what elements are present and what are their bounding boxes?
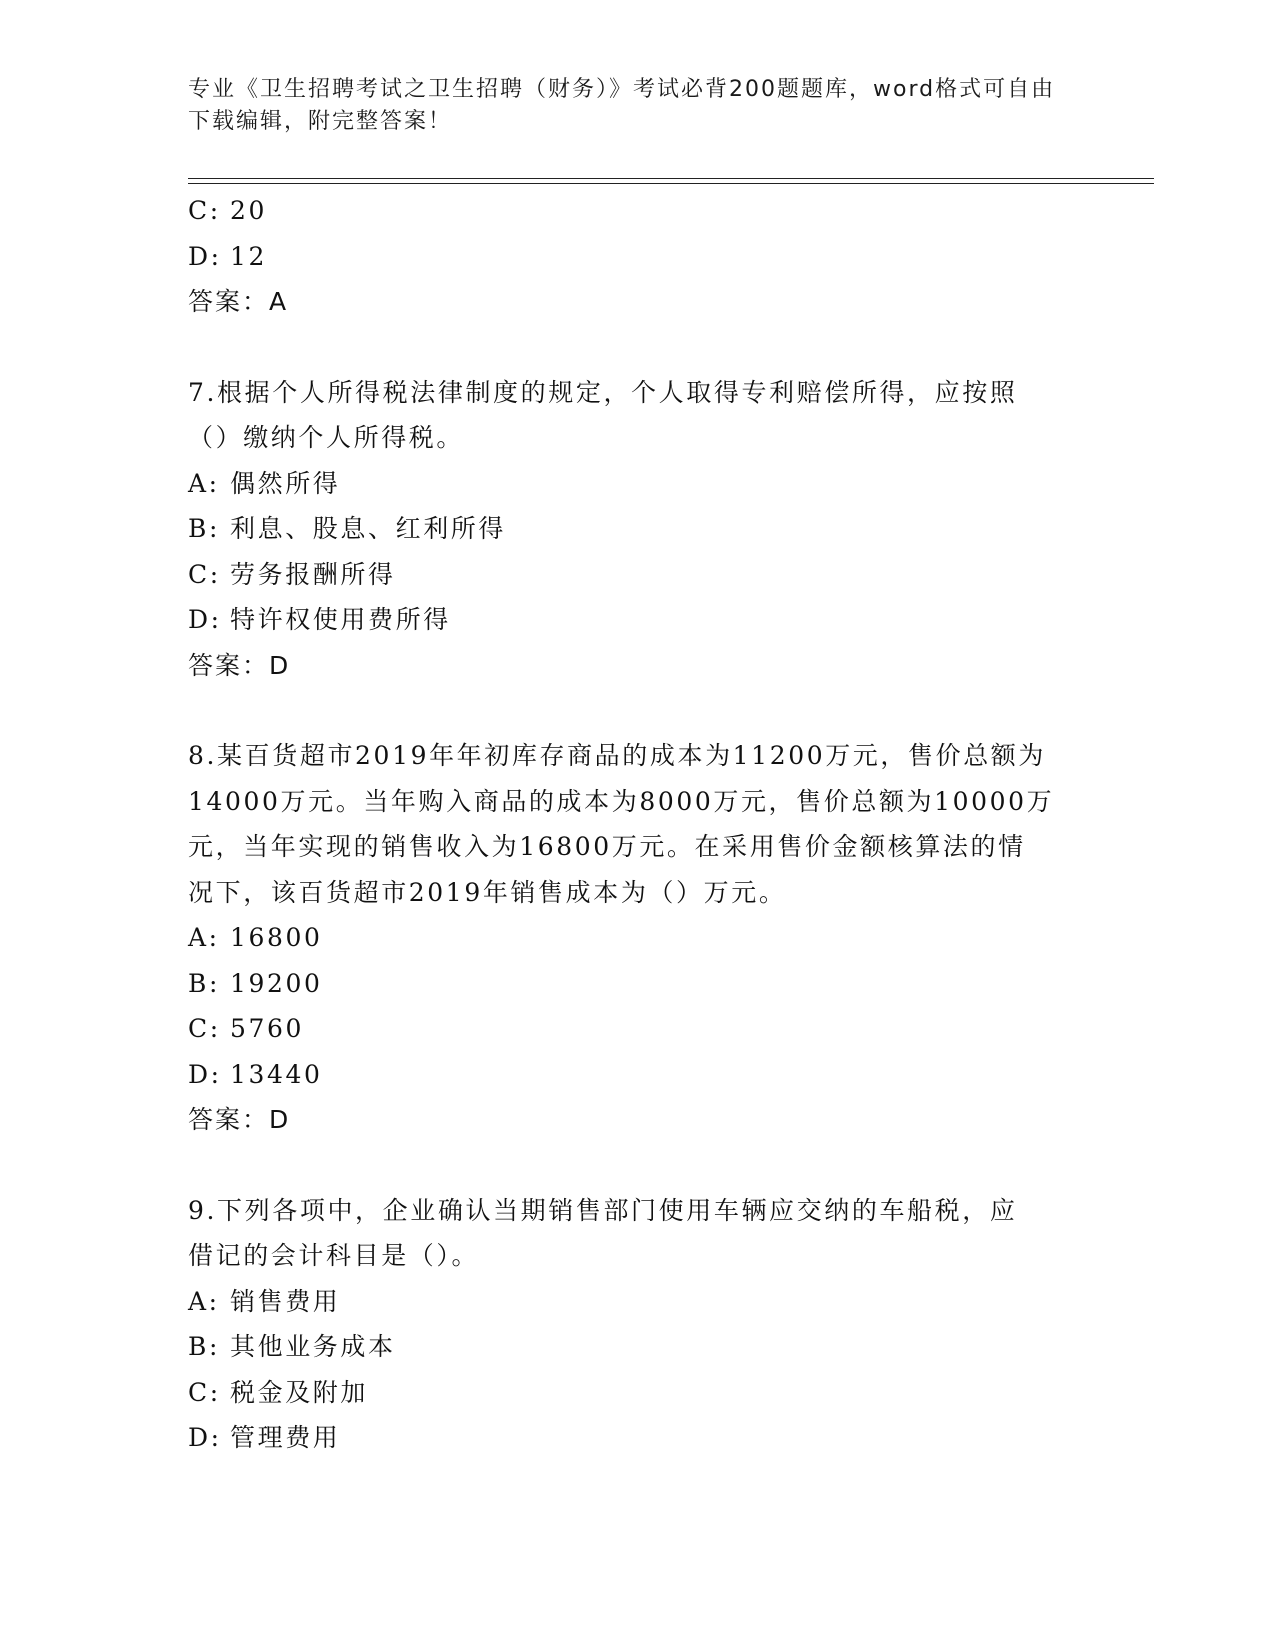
option-text: 其他业务成本 bbox=[230, 1332, 396, 1361]
option-letter: D: bbox=[188, 241, 222, 271]
option-text: 销售费用 bbox=[230, 1286, 341, 1316]
header-divider-top bbox=[188, 178, 1154, 179]
option-letter: D: bbox=[188, 1059, 222, 1089]
option-row bbox=[188, 597, 1088, 643]
question-list bbox=[188, 188, 1088, 1461]
option-text: 20 bbox=[230, 196, 268, 225]
answer-line: 答案：A bbox=[188, 287, 289, 316]
option-row bbox=[188, 1052, 1088, 1098]
option-row bbox=[188, 461, 1088, 507]
answer-line: 答案：D bbox=[188, 1105, 291, 1134]
option-row bbox=[188, 552, 1088, 598]
option-letter: D: bbox=[188, 1423, 222, 1452]
option-row bbox=[188, 961, 1088, 1007]
question-text-line: 借记的会计科目是（）。 bbox=[188, 1241, 480, 1270]
question-8 bbox=[188, 733, 1088, 1143]
option-letter: A: bbox=[188, 923, 220, 952]
answer-line: 答案：D bbox=[188, 650, 291, 680]
option-letter: A: bbox=[188, 1286, 220, 1316]
option-letter: B: bbox=[188, 514, 220, 543]
option-row bbox=[188, 915, 1088, 961]
option-letter: C: bbox=[188, 196, 221, 225]
option-letter: A: bbox=[188, 468, 220, 498]
question-7 bbox=[188, 370, 1088, 689]
option-text: 16800 bbox=[230, 923, 323, 952]
question-text-line: 8.某百货超市2019年年初库存商品的成本为11200万元，售价总额为 bbox=[188, 741, 1047, 770]
option-letter: B: bbox=[188, 1332, 220, 1361]
question-text-line: 14000万元。当年购入商品的成本为8000万元，售价总额为10000万 bbox=[188, 786, 1055, 816]
document-header: 专业《卫生招聘考试之卫生招聘（财务）》考试必背200题题库，word格式可自由下载编辑，附完整答案！ bbox=[188, 77, 1056, 134]
option-text: 特许权使用费所得 bbox=[230, 605, 451, 634]
option-letter: D: bbox=[188, 605, 222, 634]
option-text: 劳务报酬所得 bbox=[230, 559, 396, 589]
option-letter: C: bbox=[188, 559, 221, 589]
option-text: 13440 bbox=[230, 1059, 323, 1089]
option-row bbox=[188, 1006, 1088, 1052]
option-text: 偶然所得 bbox=[230, 468, 341, 498]
option-letter: B: bbox=[188, 968, 220, 998]
option-row bbox=[188, 188, 1088, 234]
question-text-line: （）缴纳个人所得税。 bbox=[188, 423, 465, 452]
question-text-line: 元，当年实现的销售收入为16800万元。在采用售价金额核算法的情 bbox=[188, 832, 1026, 861]
option-text: 管理费用 bbox=[230, 1423, 341, 1452]
option-letter: C: bbox=[188, 1014, 221, 1043]
option-row bbox=[188, 1279, 1088, 1325]
option-text: 利息、股息、红利所得 bbox=[230, 514, 507, 543]
option-row bbox=[188, 1324, 1088, 1370]
option-text: 12 bbox=[230, 241, 268, 271]
previous-question bbox=[188, 188, 1088, 325]
option-text: 5760 bbox=[230, 1014, 305, 1043]
option-row bbox=[188, 1370, 1088, 1416]
question-text-line: 7.根据个人所得税法律制度的规定，个人取得专利赔偿所得，应按照 bbox=[188, 377, 1018, 407]
header-divider-bottom bbox=[188, 183, 1154, 184]
option-row bbox=[188, 234, 1088, 280]
option-row bbox=[188, 1415, 1088, 1461]
question-text-line: 9.下列各项中，企业确认当期销售部门使用车辆应交纳的车船税，应 bbox=[188, 1195, 1018, 1225]
question-9 bbox=[188, 1188, 1088, 1461]
option-text: 19200 bbox=[230, 968, 323, 998]
option-text: 税金及附加 bbox=[230, 1377, 369, 1407]
question-text-line: 况下，该百货超市2019年销售成本为（）万元。 bbox=[188, 877, 787, 907]
option-letter: C: bbox=[188, 1377, 221, 1407]
option-row bbox=[188, 506, 1088, 552]
